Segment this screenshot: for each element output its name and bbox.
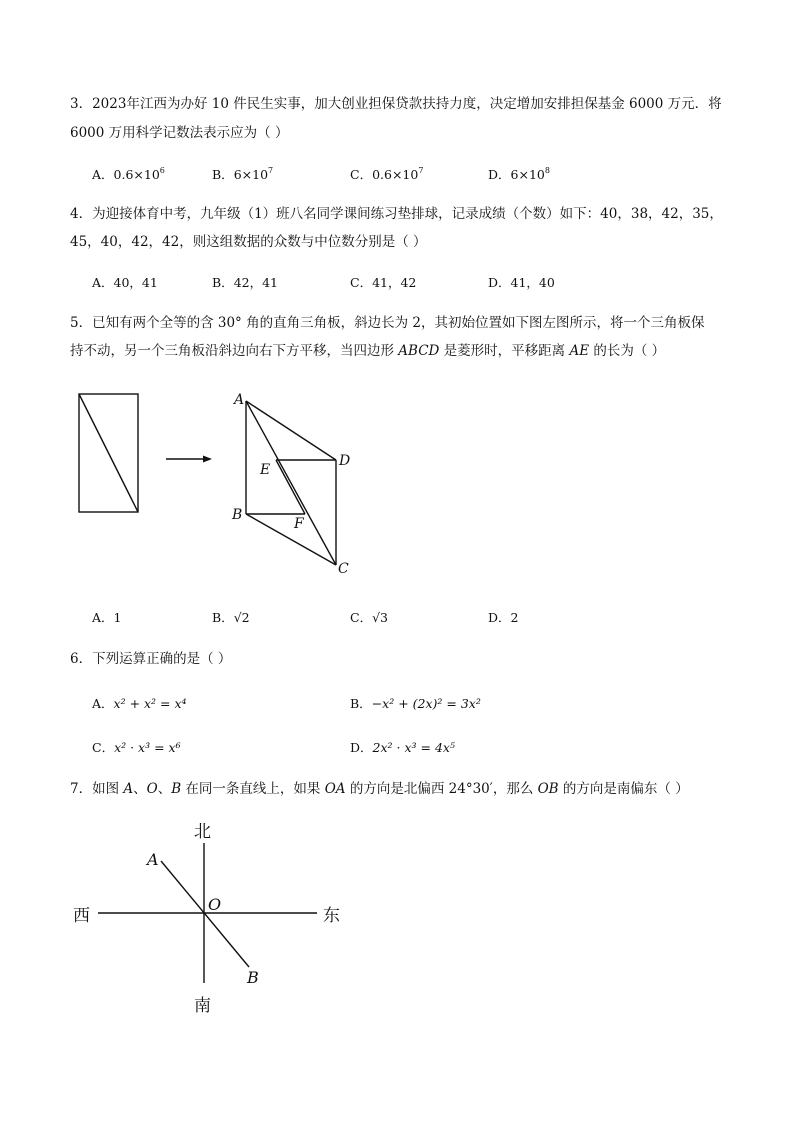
q3-option-b: B．$6\times 10^7$ <box>212 166 274 182</box>
q5-option-a: A．1 <box>92 610 122 625</box>
initial-diagonal <box>79 394 138 512</box>
q6-stem: 6．下列运算正确的是（ ） <box>70 651 232 667</box>
arrow-head <box>203 456 212 463</box>
q7-compass-figure <box>65 815 355 1015</box>
line-ab <box>161 861 249 967</box>
segment-ef <box>276 460 305 514</box>
q7-stem: 7．如图 A、O、B 在同一条直线上，如果 OA 的方向是北偏西 24°30′，那么 OB 的方向是南偏东（ ） <box>70 781 689 797</box>
label-e: E <box>260 462 271 478</box>
segment-ac <box>246 401 336 565</box>
q4-option-a: A．40，41 <box>92 275 158 290</box>
label-a: A <box>234 392 245 408</box>
q6-option-a: A．x² + x² = x⁴ <box>92 696 187 711</box>
q4-option-c: C．41，42 <box>350 275 417 290</box>
north-label: 北 <box>194 822 211 842</box>
label-f: F <box>294 516 304 532</box>
south-label: 南 <box>194 996 211 1016</box>
segment-ad <box>246 401 336 460</box>
label-b: B <box>232 507 243 523</box>
label-d: D <box>339 453 351 469</box>
label-c: C <box>338 561 349 577</box>
q3-option-a: A．$0.6\times 10^6$ <box>92 166 165 182</box>
q3-option-c: C．$0.6\times 10^7$ <box>350 166 424 182</box>
point-a-label: A <box>147 850 159 869</box>
point-b-label: B <box>247 968 259 987</box>
east-label: 东 <box>323 906 340 926</box>
q3-stem-line1: 3．2023年江西为办好 10 件民生实事，加大创业担保贷款扶持力度，决定增加安排担保基金 6000 万元．将 <box>70 96 722 112</box>
q5-stem-line1: 5．已知有两个全等的含 30° 角的直角三角板，斜边长为 2，其初始位置如下图左图所示，将一个三角板保 <box>70 315 705 331</box>
q5-stem-line2: 持不动，另一个三角板沿斜边向右下方平移，当四边形 ABCD 是菱形时，平移距离 AE 的长为（ ） <box>70 343 666 359</box>
q5-figure <box>60 385 360 585</box>
q4-stem-line2: 45，40，42，42，则这组数据的众数与中位数分别是（ ） <box>70 234 427 250</box>
q5-option-b: B．√2 <box>212 610 250 625</box>
q5-option-c: C．√3 <box>350 610 388 625</box>
q4-option-d: D．41，40 <box>488 275 555 290</box>
q5-option-d: D．2 <box>488 610 519 625</box>
q4-stem-line1: 4．为迎接体育中考，九年级（1）班八名同学课间练习垫排球，记录成绩（个数）如下：40，38，42，35， <box>70 206 723 222</box>
q6-option-c: C．x² · x³ = x⁶ <box>92 740 181 755</box>
point-o-label: O <box>208 895 222 914</box>
q6-option-d: D．2x² · x³ = 4x⁵ <box>350 740 455 755</box>
q4-option-b: B．42，41 <box>212 275 278 290</box>
q6-option-b: B．−x² + (2x)² = 3x² <box>350 696 481 711</box>
west-label: 西 <box>73 906 90 926</box>
q3-stem-line2: 6000 万用科学记数法表示应为（ ） <box>70 125 289 141</box>
q3-option-d: D．$6\times 10^8$ <box>488 166 550 182</box>
